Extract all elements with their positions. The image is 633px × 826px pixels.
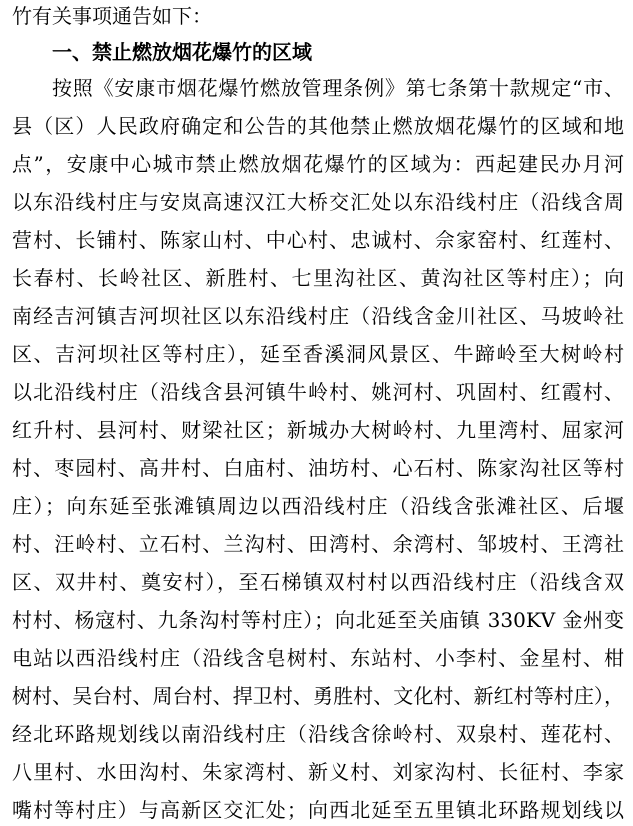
paragraph-line: 以东沿线村庄与安岚高速汉江大桥交汇处以东沿线村庄（沿线含周 [12, 190, 624, 214]
paragraph-line: 村村、杨寇村、九条沟村等村庄）；向北延至关庙镇 330KV 金州变 [12, 608, 624, 632]
paragraph-line: 区、吉河坝社区等村庄），延至香溪洞风景区、牛蹄岭至大树岭村 [12, 342, 624, 366]
paragraph-line: 按照《安康市烟花爆竹燃放管理条例》第七条第十款规定“市、 [52, 76, 624, 100]
paragraph-line: 村、枣园村、高井村、白庙村、油坊村、心石村、陈家沟社区等村 [12, 456, 624, 480]
paragraph-line: 南经吉河镇吉河坝社区以东沿线村庄（沿线含金川社区、马坡岭社 [12, 304, 624, 328]
paragraph-line: 树村、吴台村、周台村、捍卫村、勇胜村、文化村、新红村等村庄）， [12, 684, 624, 708]
paragraph-line: 营村、长铺村、陈家山村、中心村、忠诚村、佘家窑村、红莲村、 [12, 228, 624, 252]
paragraph-line: 村、汪岭村、立石村、兰沟村、田湾村、余湾村、邹坡村、王湾社 [12, 532, 624, 556]
paragraph-line: 以北沿线村庄（沿线含县河镇牛岭村、姚河村、巩固村、红霞村、 [12, 380, 624, 404]
paragraph-line: 八里村、水田沟村、朱家湾村、新义村、刘家沟村、长征村、李家 [12, 760, 624, 784]
paragraph-line: 县（区）人民政府确定和公告的其他禁止燃放烟花爆竹的区域和地 [12, 114, 624, 138]
paragraph-line: 长春村、长岭社区、新胜村、七里沟社区、黄沟社区等村庄）；向 [12, 266, 624, 290]
paragraph-line: 点”，安康中心城市禁止燃放烟花爆竹的区域为：西起建民办月河 [12, 152, 624, 176]
paragraph-line: 电站以西沿线村庄（沿线含皂树村、东站村、小李村、金星村、柑 [12, 646, 624, 670]
paragraph-line: 区、双井村、奠安村），至石梯镇双村村以西沿线村庄（沿线含双 [12, 570, 624, 594]
section-heading: 一、禁止燃放烟花爆竹的区域 [52, 40, 312, 64]
paragraph-line: 庄）；向东延至张滩镇周边以西沿线村庄（沿线含张滩社区、后堰 [12, 494, 624, 518]
paragraph-line: 经北环路规划线以南沿线村庄（沿线含徐岭村、双泉村、莲花村、 [12, 722, 624, 746]
intro-line: 竹有关事项通告如下： [12, 4, 212, 28]
paragraph-line: 红升村、县河村、财梁社区；新城办大树岭村、九里湾村、屈家河 [12, 418, 624, 442]
paragraph-line: 嘴村等村庄）与高新区交汇处；向西北延至五里镇北环路规划线以 [12, 798, 624, 822]
